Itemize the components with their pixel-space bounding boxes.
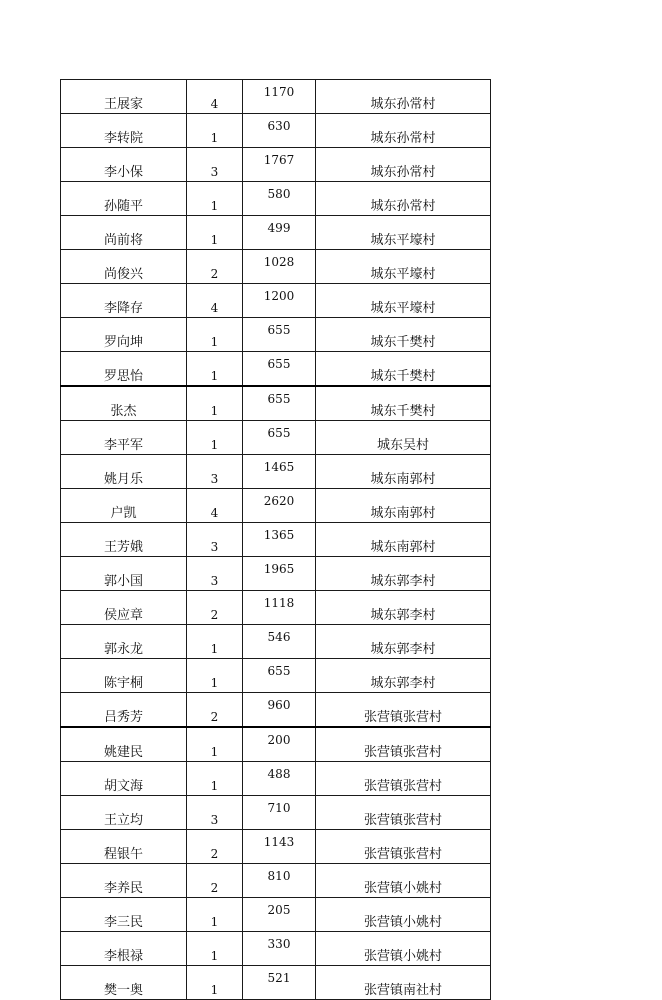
name-cell: 尚俊兴: [61, 250, 187, 284]
table-row: [61, 762, 491, 796]
amount-cell: 205: [243, 898, 316, 932]
name-cell: 侯应章: [61, 591, 187, 625]
count-cell: 2: [187, 864, 243, 898]
village-cell: 张营镇张营村: [316, 727, 491, 762]
amount-cell: 630: [243, 114, 316, 148]
table-row: [61, 830, 491, 864]
name-cell: 尚前将: [61, 216, 187, 250]
name-cell: 吕秀芳: [61, 693, 187, 728]
name-cell: 孙随平: [61, 182, 187, 216]
count-cell: 1: [187, 114, 243, 148]
name-cell: 樊一奥: [61, 966, 187, 1000]
count-cell: 1: [187, 318, 243, 352]
village-cell: 城东吴村: [316, 421, 491, 455]
table-row: [61, 318, 491, 352]
village-cell: 城东南郭村: [316, 455, 491, 489]
table-row: [61, 148, 491, 182]
amount-cell: 1965: [243, 557, 316, 591]
count-cell: 3: [187, 523, 243, 557]
village-cell: 城东千樊村: [316, 352, 491, 387]
table-row: [61, 898, 491, 932]
amount-cell: 710: [243, 796, 316, 830]
village-cell: 张营镇张营村: [316, 762, 491, 796]
count-cell: 1: [187, 625, 243, 659]
table-row: [61, 625, 491, 659]
village-cell: 城东南郭村: [316, 523, 491, 557]
data-table: [60, 79, 491, 1000]
table-row: [61, 932, 491, 966]
count-cell: 1: [187, 659, 243, 693]
table-row: [61, 864, 491, 898]
village-cell: 张营镇小姚村: [316, 898, 491, 932]
table-row: [61, 421, 491, 455]
table-row: [61, 523, 491, 557]
name-cell: 陈宇桐: [61, 659, 187, 693]
amount-cell: 810: [243, 864, 316, 898]
amount-cell: 488: [243, 762, 316, 796]
table-row: [61, 114, 491, 148]
count-cell: 4: [187, 489, 243, 523]
amount-cell: 960: [243, 693, 316, 728]
village-cell: 城东郭李村: [316, 557, 491, 591]
table-row: [61, 796, 491, 830]
amount-cell: 1200: [243, 284, 316, 318]
village-cell: 城东孙常村: [316, 114, 491, 148]
count-cell: 3: [187, 148, 243, 182]
table-row: [61, 557, 491, 591]
count-cell: 2: [187, 693, 243, 728]
name-cell: 张杰: [61, 386, 187, 421]
table-row: [61, 727, 491, 762]
village-cell: 张营镇张营村: [316, 693, 491, 728]
table-row: [61, 386, 491, 421]
village-cell: 城东南郭村: [316, 489, 491, 523]
name-cell: 罗思怡: [61, 352, 187, 387]
count-cell: 3: [187, 455, 243, 489]
name-cell: 程银午: [61, 830, 187, 864]
amount-cell: 655: [243, 659, 316, 693]
name-cell: 李平军: [61, 421, 187, 455]
name-cell: 王立均: [61, 796, 187, 830]
count-cell: 4: [187, 80, 243, 114]
village-cell: 张营镇张营村: [316, 830, 491, 864]
village-cell: 张营镇张营村: [316, 796, 491, 830]
amount-cell: 2620: [243, 489, 316, 523]
table-row: [61, 250, 491, 284]
name-cell: 李降存: [61, 284, 187, 318]
village-cell: 城东平壕村: [316, 284, 491, 318]
count-cell: 1: [187, 421, 243, 455]
name-cell: 李三民: [61, 898, 187, 932]
name-cell: 户凯: [61, 489, 187, 523]
name-cell: 姚月乐: [61, 455, 187, 489]
name-cell: 胡文海: [61, 762, 187, 796]
village-cell: 张营镇小姚村: [316, 932, 491, 966]
amount-cell: 1170: [243, 80, 316, 114]
table-row: [61, 489, 491, 523]
table-row: [61, 455, 491, 489]
amount-cell: 1118: [243, 591, 316, 625]
name-cell: 姚建民: [61, 727, 187, 762]
name-cell: 王芳娥: [61, 523, 187, 557]
name-cell: 李转院: [61, 114, 187, 148]
amount-cell: 655: [243, 421, 316, 455]
count-cell: 1: [187, 386, 243, 421]
amount-cell: 655: [243, 352, 316, 387]
name-cell: 郭永龙: [61, 625, 187, 659]
count-cell: 2: [187, 591, 243, 625]
amount-cell: 1767: [243, 148, 316, 182]
name-cell: 李小保: [61, 148, 187, 182]
count-cell: 1: [187, 182, 243, 216]
count-cell: 1: [187, 898, 243, 932]
village-cell: 城东郭李村: [316, 659, 491, 693]
amount-cell: 1143: [243, 830, 316, 864]
table-row: [61, 352, 491, 387]
amount-cell: 330: [243, 932, 316, 966]
count-cell: 2: [187, 830, 243, 864]
amount-cell: 1365: [243, 523, 316, 557]
amount-cell: 655: [243, 318, 316, 352]
count-cell: 1: [187, 966, 243, 1000]
table-row: [61, 659, 491, 693]
village-cell: 城东千樊村: [316, 318, 491, 352]
amount-cell: 200: [243, 727, 316, 762]
table-body: [61, 80, 491, 1000]
count-cell: 1: [187, 727, 243, 762]
table-row: [61, 182, 491, 216]
count-cell: 1: [187, 216, 243, 250]
village-cell: 城东郭李村: [316, 591, 491, 625]
village-cell: 城东平壕村: [316, 216, 491, 250]
village-cell: 张营镇南社村: [316, 966, 491, 1000]
amount-cell: 655: [243, 386, 316, 421]
table-row: [61, 284, 491, 318]
name-cell: 郭小国: [61, 557, 187, 591]
village-cell: 城东孙常村: [316, 80, 491, 114]
village-cell: 城东孙常村: [316, 148, 491, 182]
count-cell: 1: [187, 352, 243, 387]
village-cell: 城东孙常村: [316, 182, 491, 216]
count-cell: 1: [187, 932, 243, 966]
amount-cell: 1028: [243, 250, 316, 284]
table-row: [61, 591, 491, 625]
table-row: [61, 216, 491, 250]
table-row: [61, 693, 491, 728]
table-row: [61, 966, 491, 1000]
table-row: [61, 80, 491, 114]
count-cell: 3: [187, 557, 243, 591]
name-cell: 王展家: [61, 80, 187, 114]
name-cell: 李养民: [61, 864, 187, 898]
village-cell: 城东千樊村: [316, 386, 491, 421]
amount-cell: 499: [243, 216, 316, 250]
village-cell: 城东平壕村: [316, 250, 491, 284]
amount-cell: 521: [243, 966, 316, 1000]
name-cell: 李根禄: [61, 932, 187, 966]
count-cell: 1: [187, 762, 243, 796]
amount-cell: 546: [243, 625, 316, 659]
name-cell: 罗向坤: [61, 318, 187, 352]
count-cell: 3: [187, 796, 243, 830]
amount-cell: 1465: [243, 455, 316, 489]
amount-cell: 580: [243, 182, 316, 216]
count-cell: 2: [187, 250, 243, 284]
village-cell: 城东郭李村: [316, 625, 491, 659]
count-cell: 4: [187, 284, 243, 318]
village-cell: 张营镇小姚村: [316, 864, 491, 898]
